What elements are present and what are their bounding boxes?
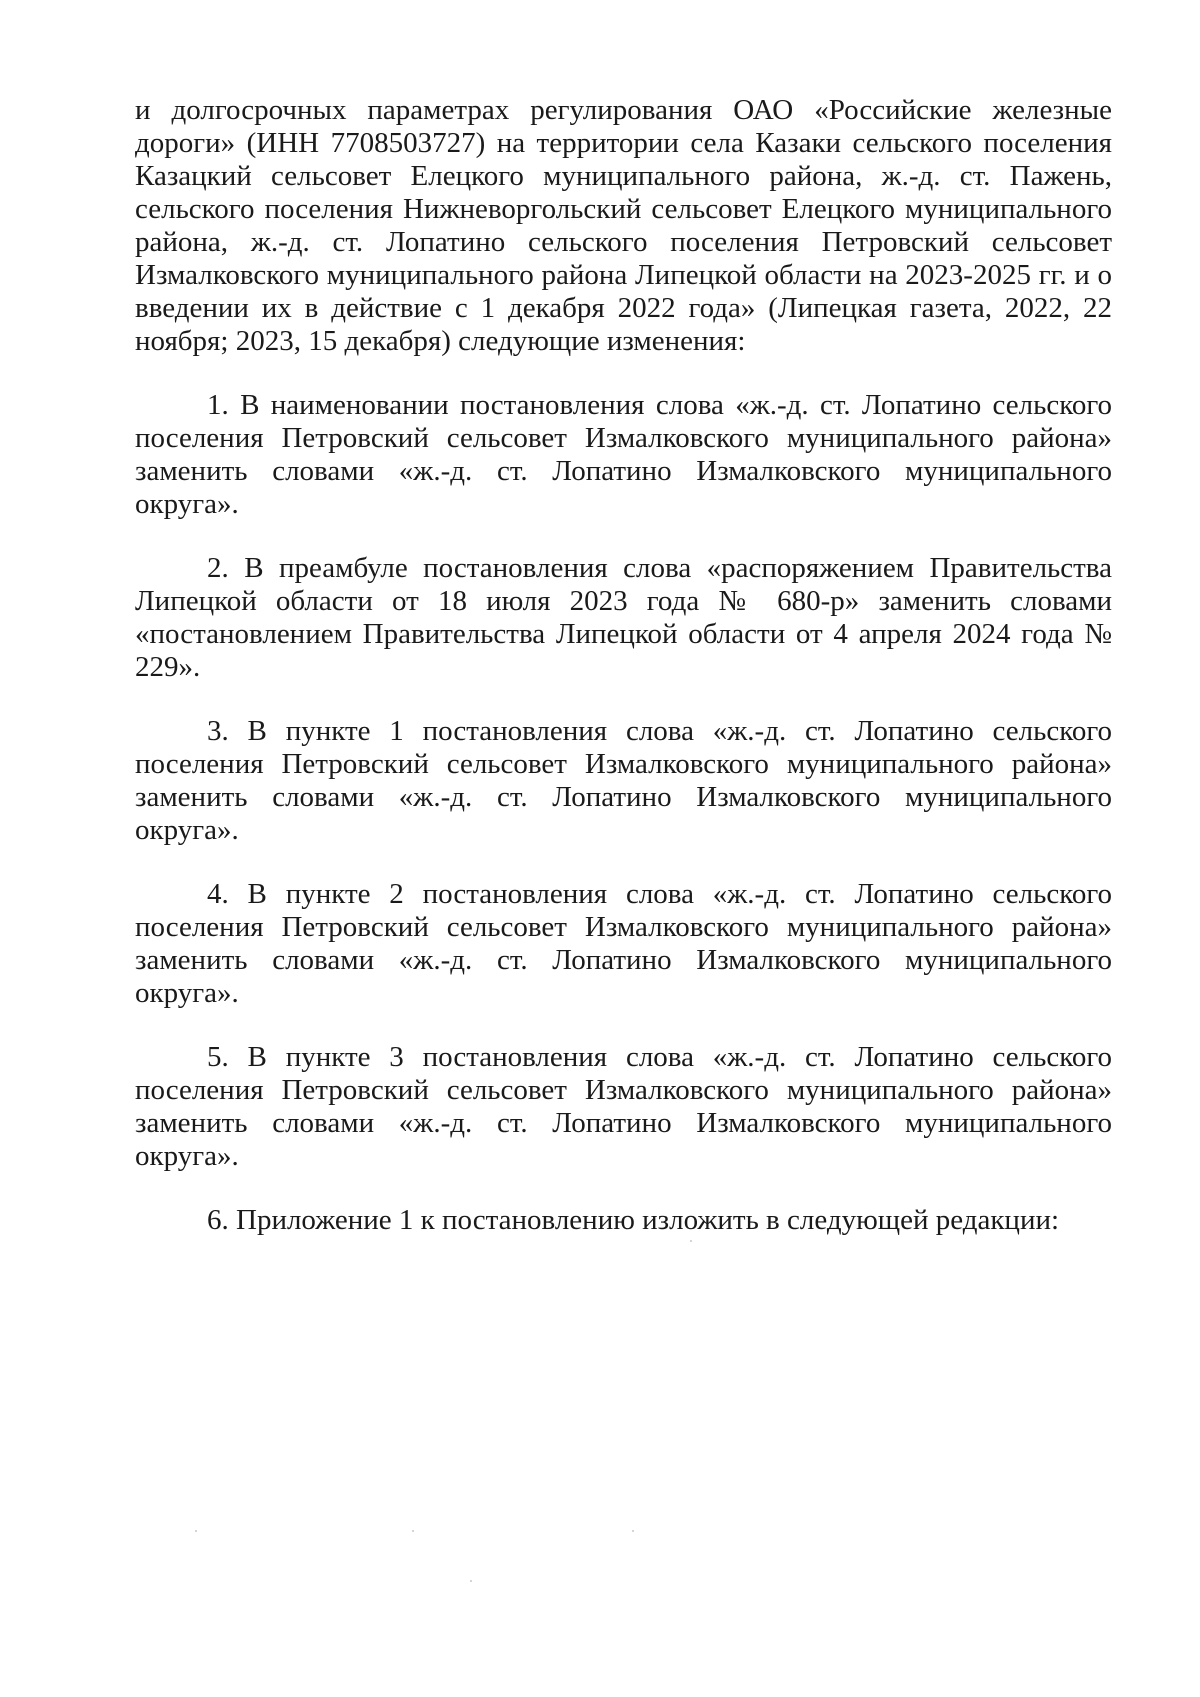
amendment-item-1: 1. В наименовании постановления слова «ж.-д. ст. Лопатино сельского поселения Петровский сельсовет Измалковского муниципального района» заменить словами «ж.-д. ст. Лопатино Измалковского муниципального округа». [135, 389, 1112, 520]
document-body [135, 94, 1112, 1237]
scan-speck [195, 1530, 197, 1532]
amendment-item-2: 2. В преамбуле постановления слова «распоряжением Правительства Липецкой области от 18 июля 2023 года № 680-р» заменить словами «постановлением Правительства Липецкой области от 4 апреля 2024 года № 229». [135, 552, 1112, 683]
amendment-item-5: 5. В пункте 3 постановления слова «ж.-д. ст. Лопатино сельского поселения Петровский сельсовет Измалковского муниципального района» заменить словами «ж.-д. ст. Лопатино Измалковского муниципального округа». [135, 1041, 1112, 1172]
intro-paragraph: и долгосрочных параметрах регулирования ОАО «Российские железные дороги» (ИНН 7708503727) на территории села Казаки сельского поселения Казацкий сельсовет Елецкого муниципального района, ж.-д. ст. Пажень, сельского поселения Нижневоргольский сельсовет Елецкого муниципального района, ж.-д. ст. Лопатино сельского поселения Петровский сельсовет Измалковского муниципального района Липецкой области на 2023-2025 гг. и о введении их в действие с 1 декабря 2022 года» (Липецкая газета, 2022, 22 ноября; 2023, 15 декабря) следующие изменения: [135, 94, 1112, 357]
scan-speck [412, 1530, 414, 1532]
scan-speck [470, 1580, 472, 1582]
amendment-item-3: 3. В пункте 1 постановления слова «ж.-д. ст. Лопатино сельского поселения Петровский сельсовет Измалковского муниципального района» заменить словами «ж.-д. ст. Лопатино Измалковского муниципального округа». [135, 715, 1112, 846]
amendment-item-4: 4. В пункте 2 постановления слова «ж.-д. ст. Лопатино сельского поселения Петровский сельсовет Измалковского муниципального района» заменить словами «ж.-д. ст. Лопатино Измалковского муниципального округа». [135, 878, 1112, 1009]
scan-speck [690, 1240, 692, 1242]
amendment-item-6: 6. Приложение 1 к постановлению изложить в следующей редакции: [207, 1204, 1060, 1236]
scan-speck [632, 1530, 634, 1532]
